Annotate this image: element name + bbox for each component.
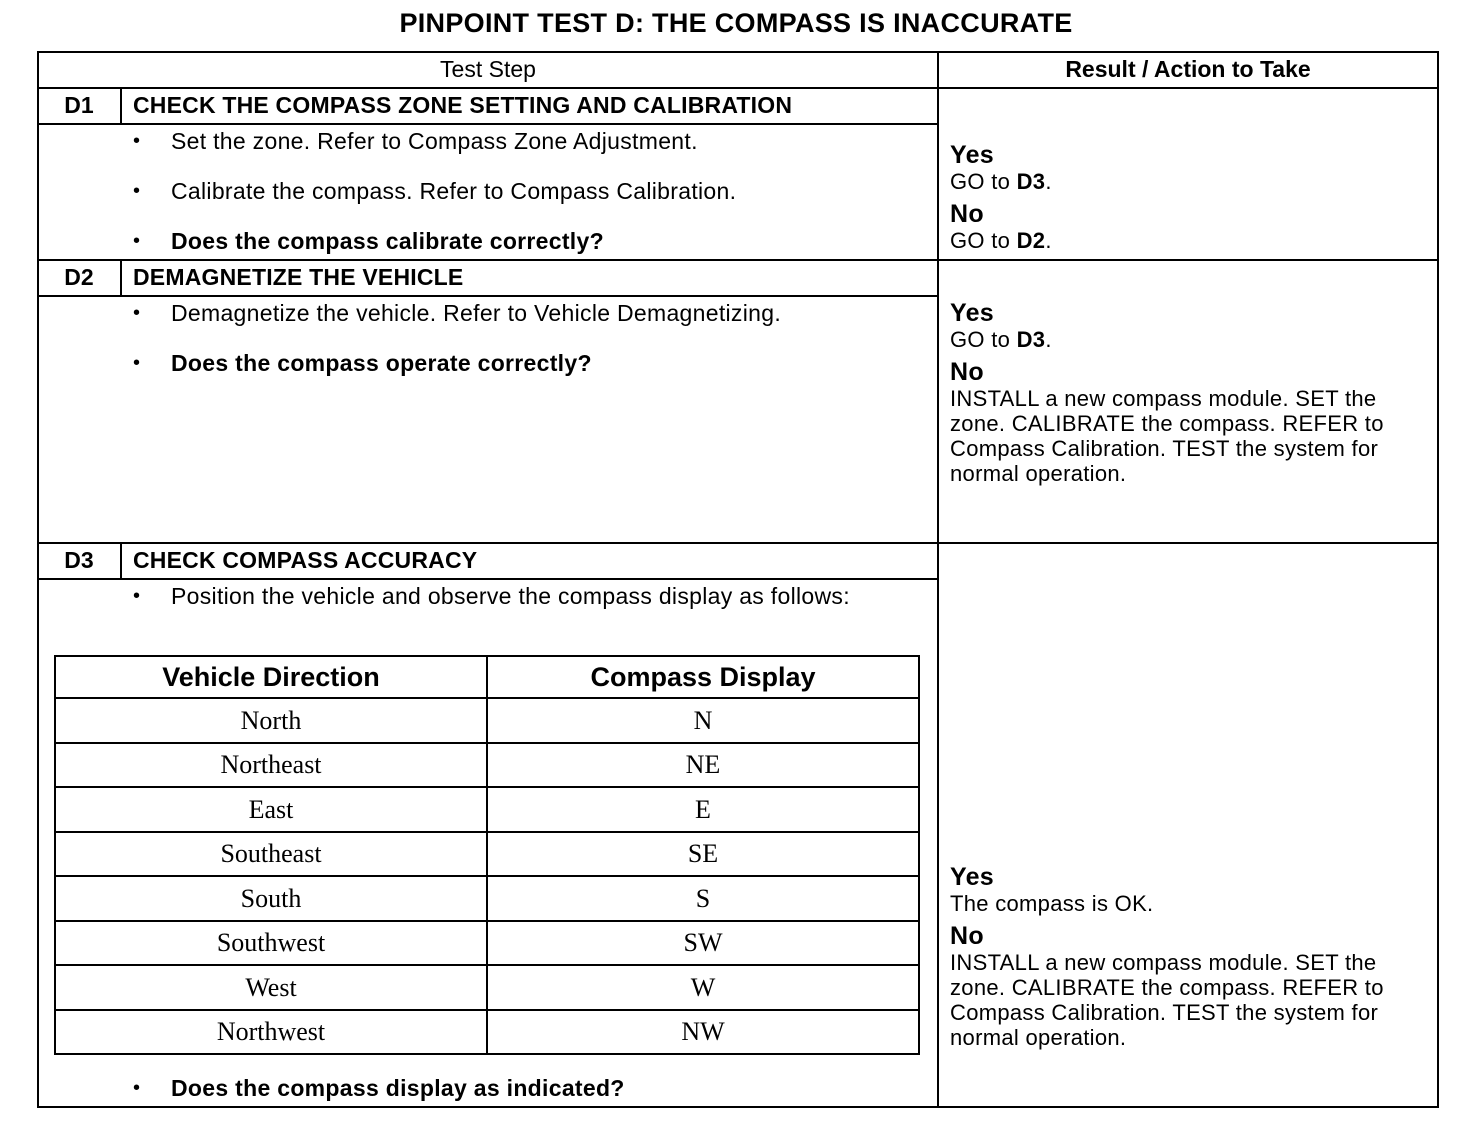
bullet-icon: • [133,585,141,607]
step-title-divider [37,123,937,125]
result-d2 [950,299,1430,492]
bullet-icon: • [133,130,141,152]
bullet-icon: • [133,230,141,252]
table-row-east: East [248,794,294,824]
table-cell-display: SW [683,928,723,957]
header-result-action: Result / Action to Take [1065,56,1311,82]
step-title-d3: CHECK COMPASS ACCURACY [133,547,478,573]
no-label: No [950,358,984,386]
table-cell-display: W [690,972,716,1002]
table-row-south: South [240,883,302,913]
direction-table-header-vehicle: Vehicle Direction [162,661,380,692]
column-divider [937,51,939,1108]
no-action: INSTALL a new compass module. SET the zone. CALIBRATE the compass. REFER to Compass Calibration. TEST the system for normal operation. [950,386,1384,486]
yes-action: GO to D3. [950,327,1052,352]
bullet-icon: • [133,302,141,324]
no-label: No [950,200,984,228]
row-divider [37,259,1439,261]
step-title-divider [37,295,937,297]
header-divider [37,87,1439,89]
yes-label: Yes [950,299,995,327]
table-cell-display: N [693,705,713,735]
yes-label: Yes [950,863,995,891]
step-id-d2: D2 [64,264,94,290]
no-action: GO to D2. [950,228,1052,253]
table-border-bottom [37,1106,1439,1108]
table-row-west: West [245,972,297,1002]
step-id-divider [120,542,122,580]
table-cell-display: E [695,794,711,824]
list-item: • Does the compass display as indicated? [133,1075,625,1101]
direction-table-header-display: Compass Display [590,661,816,692]
table-cell-display: NW [681,1017,725,1046]
step-id-d3: D3 [64,547,94,573]
list-item: • Does the compass operate correctly? [133,350,592,376]
list-item: • Position the vehicle and observe the compass display as follows: [133,583,850,609]
yes-action: GO to D3. [950,169,1052,194]
row-divider [37,542,1439,544]
no-label: No [950,922,984,950]
result-d1 [950,141,1430,259]
list-item: • Calibrate the compass. Refer to Compass Calibration. [133,178,737,204]
table-row-northeast: Northeast [220,750,322,779]
table-row-north: North [240,705,302,735]
result-d3 [950,863,1430,1056]
list-item: • Demagnetize the vehicle. Refer to Vehicle Demagnetizing. [133,300,782,326]
bullet-icon: • [133,180,141,202]
list-item: • Set the zone. Refer to Compass Zone Adjustment. [133,128,698,154]
header-test-step: Test Step [440,56,536,82]
no-action: INSTALL a new compass module. SET the zone. CALIBRATE the compass. REFER to Compass Calibration. TEST the system for normal operation. [950,950,1384,1050]
table-row-northwest: Northwest [216,1017,326,1046]
step-id-divider [120,87,122,125]
table-cell-display: NE [685,750,721,779]
table-cell-display: SE [687,839,719,868]
table-border-right [1437,51,1439,1108]
step-title-divider [37,578,937,580]
list-item: • Does the compass calibrate correctly? [133,228,604,254]
step-title-d1: CHECK THE COMPASS ZONE SETTING AND CALIBRATION [133,92,793,118]
table-cell-display: S [695,883,711,913]
step-id-divider [120,259,122,297]
page-title: PINPOINT TEST D: THE COMPASS IS INACCURATE [399,8,1073,38]
step-title-d2: DEMAGNETIZE THE VEHICLE [133,264,464,290]
bullet-icon: • [133,352,141,374]
table-border-top [37,51,1439,53]
bullet-icon: • [133,1077,141,1099]
yes-action: The compass is OK. [950,891,1154,916]
table-row-southeast: Southeast [220,839,322,868]
yes-label: Yes [950,141,995,169]
table-row-southwest: Southwest [216,928,326,957]
step-id-d1: D1 [64,92,94,118]
